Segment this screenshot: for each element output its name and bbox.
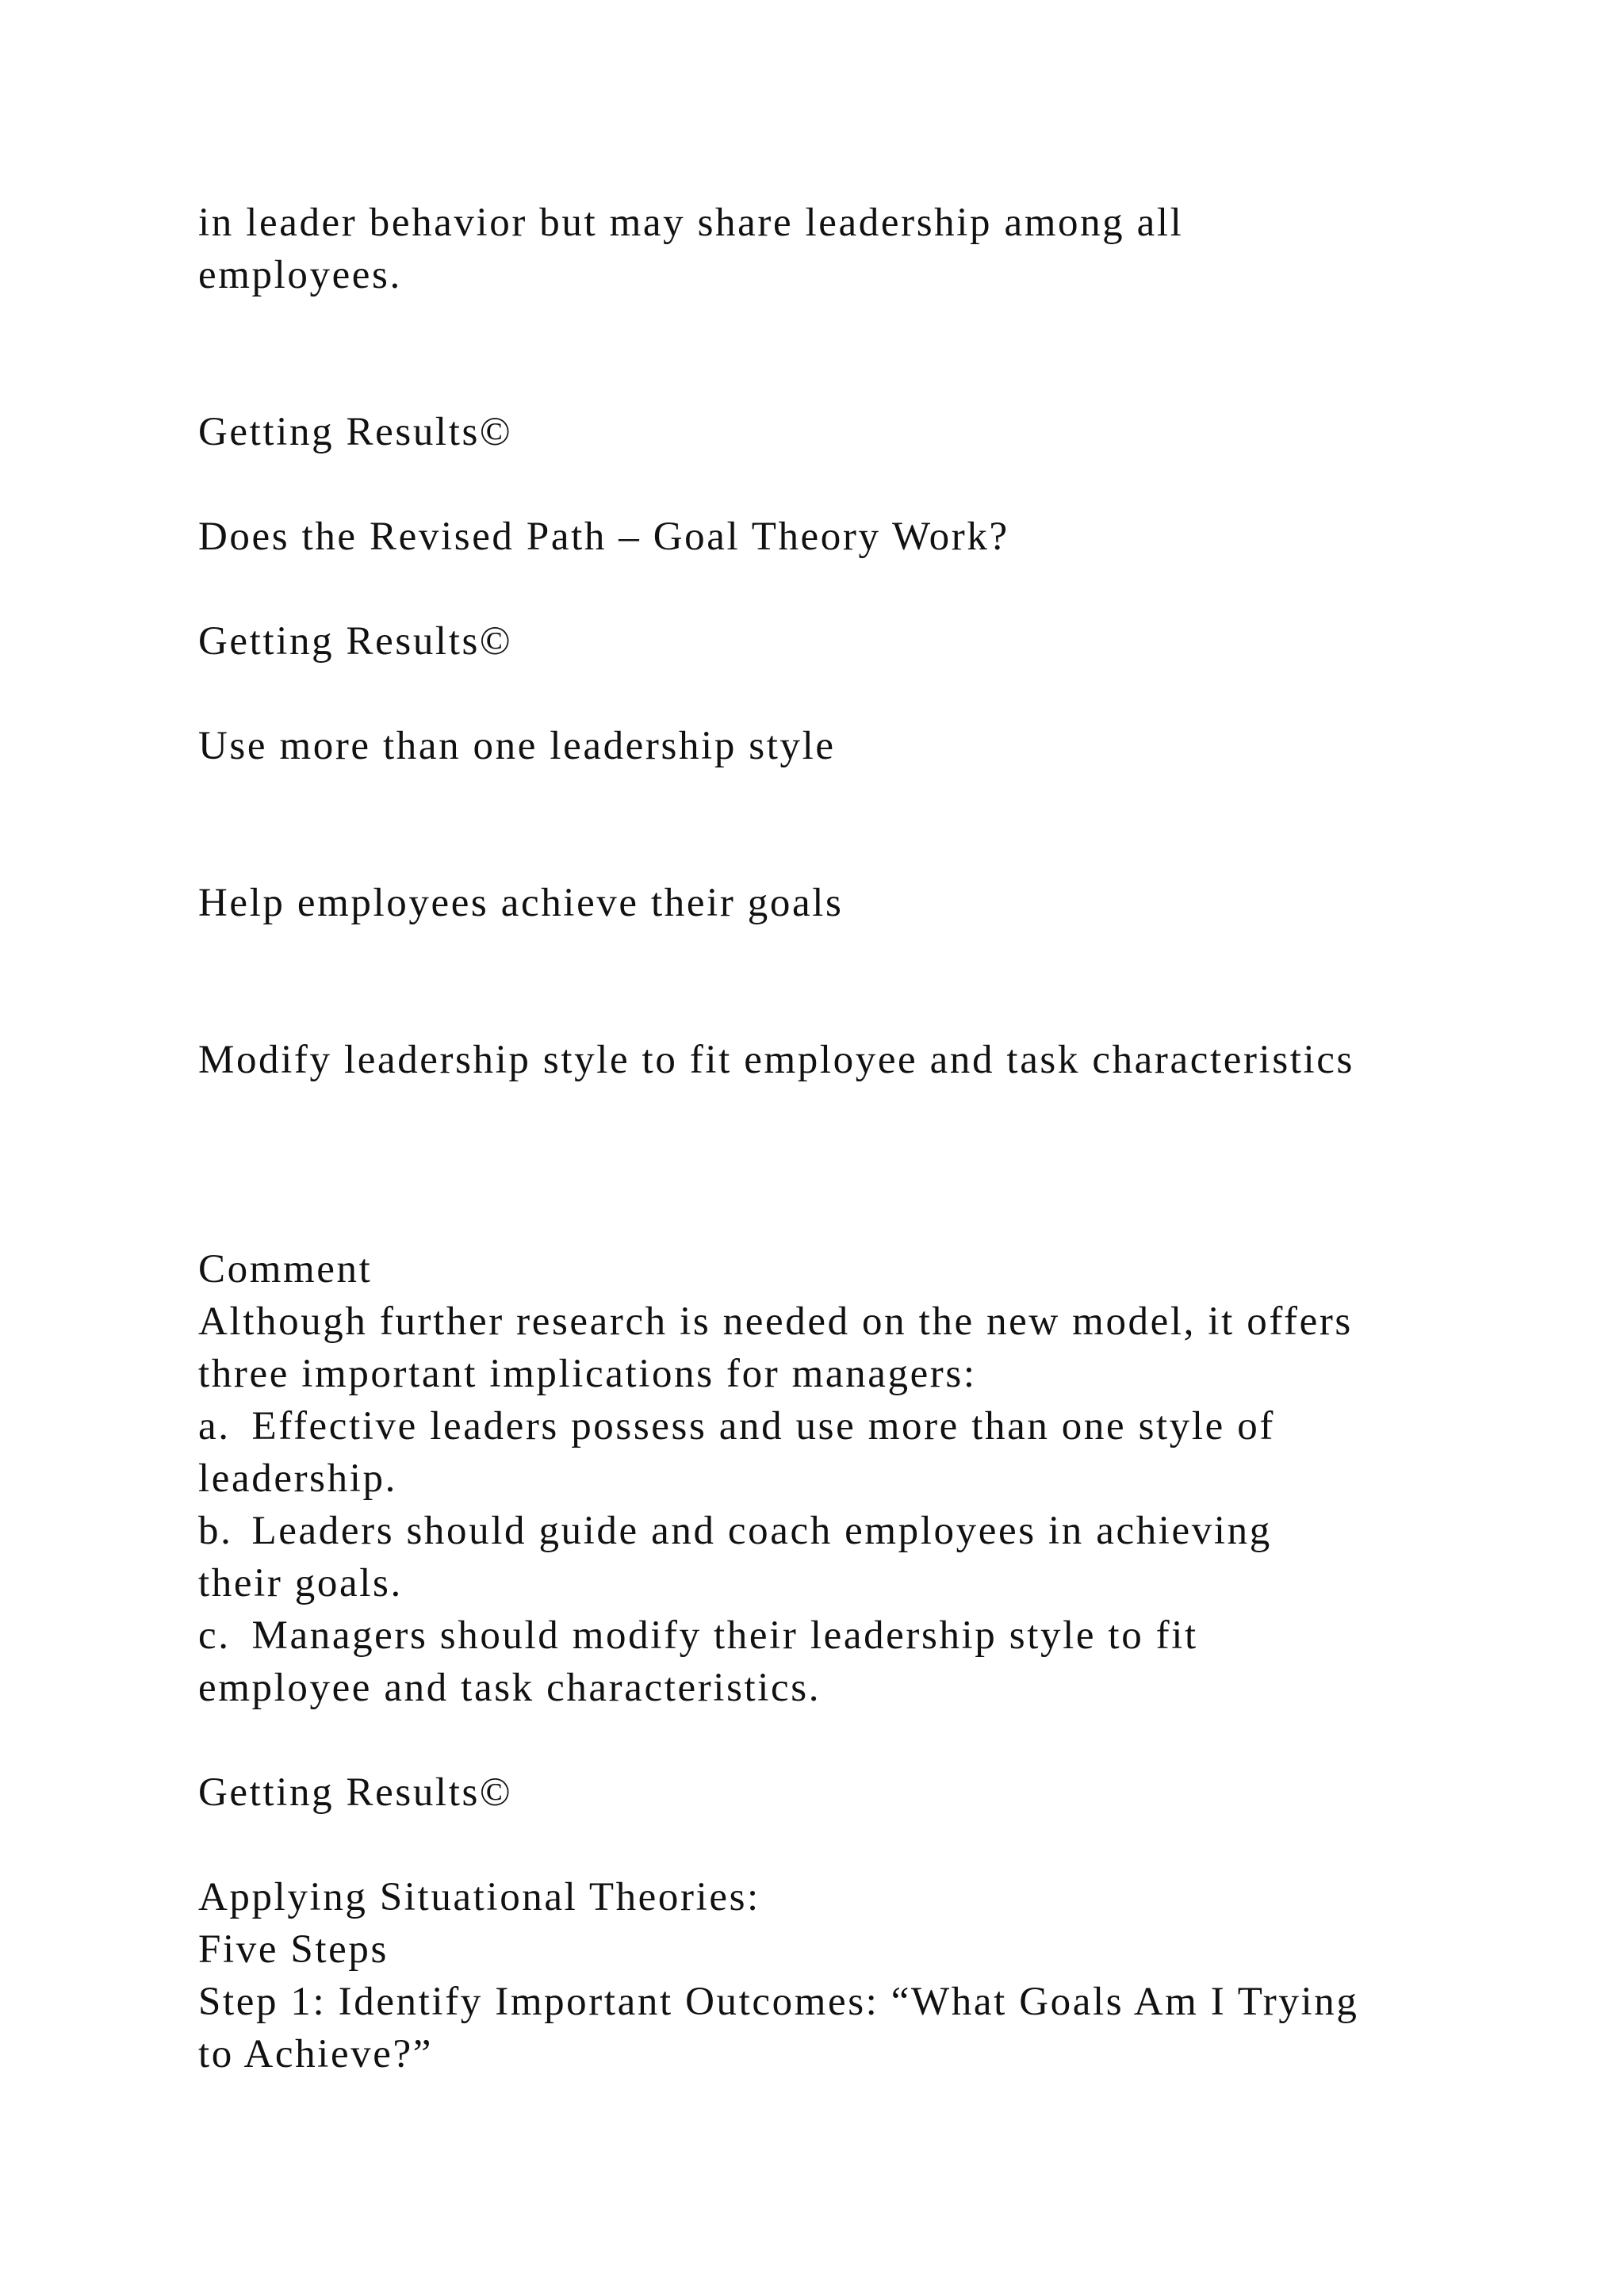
text-line-2: employees.	[198, 253, 402, 297]
slide-title-applying-situational: Applying Situational Theories:	[198, 1875, 760, 1919]
text-line-1: in leader behavior but may share leadership among all	[198, 201, 1184, 245]
comment-line-2: three important implications for managers:	[198, 1352, 977, 1396]
section-header-getting-results-3: Getting Results©	[198, 1770, 513, 1815]
comment-item-b-cont: their goals.	[198, 1561, 403, 1605]
section-header-getting-results-1: Getting Results©	[198, 410, 513, 454]
comment-item-a: a. Effective leaders possess and use more than one style of	[198, 1404, 1275, 1448]
bullet-help-employees: Help employees achieve their goals	[198, 881, 844, 925]
step-1-line-1: Step 1: Identify Important Outcomes: “What Goals Am I Trying	[198, 1980, 1359, 2024]
slide-title-revised-path-goal: Does the Revised Path – Goal Theory Work?	[198, 515, 1009, 559]
slide-subtitle-five-steps: Five Steps	[198, 1927, 389, 1972]
comment-item-c-cont: employee and task characteristics.	[198, 1666, 822, 1710]
bullet-use-more-styles: Use more than one leadership style	[198, 724, 836, 768]
comment-item-b: b. Leaders should guide and coach employees in achieving	[198, 1509, 1272, 1553]
section-header-getting-results-2: Getting Results©	[198, 619, 513, 664]
comment-item-c: c. Managers should modify their leadership style to fit	[198, 1613, 1198, 1658]
comment-line-1: Although further research is needed on the new model, it offers	[198, 1299, 1353, 1344]
step-1-line-2: to Achieve?”	[198, 2032, 433, 2076]
bullet-modify-style: Modify leadership style to fit employee and task characteristics	[198, 1038, 1354, 1082]
comment-item-a-cont: leadership.	[198, 1456, 397, 1501]
comment-heading: Comment	[198, 1247, 373, 1292]
